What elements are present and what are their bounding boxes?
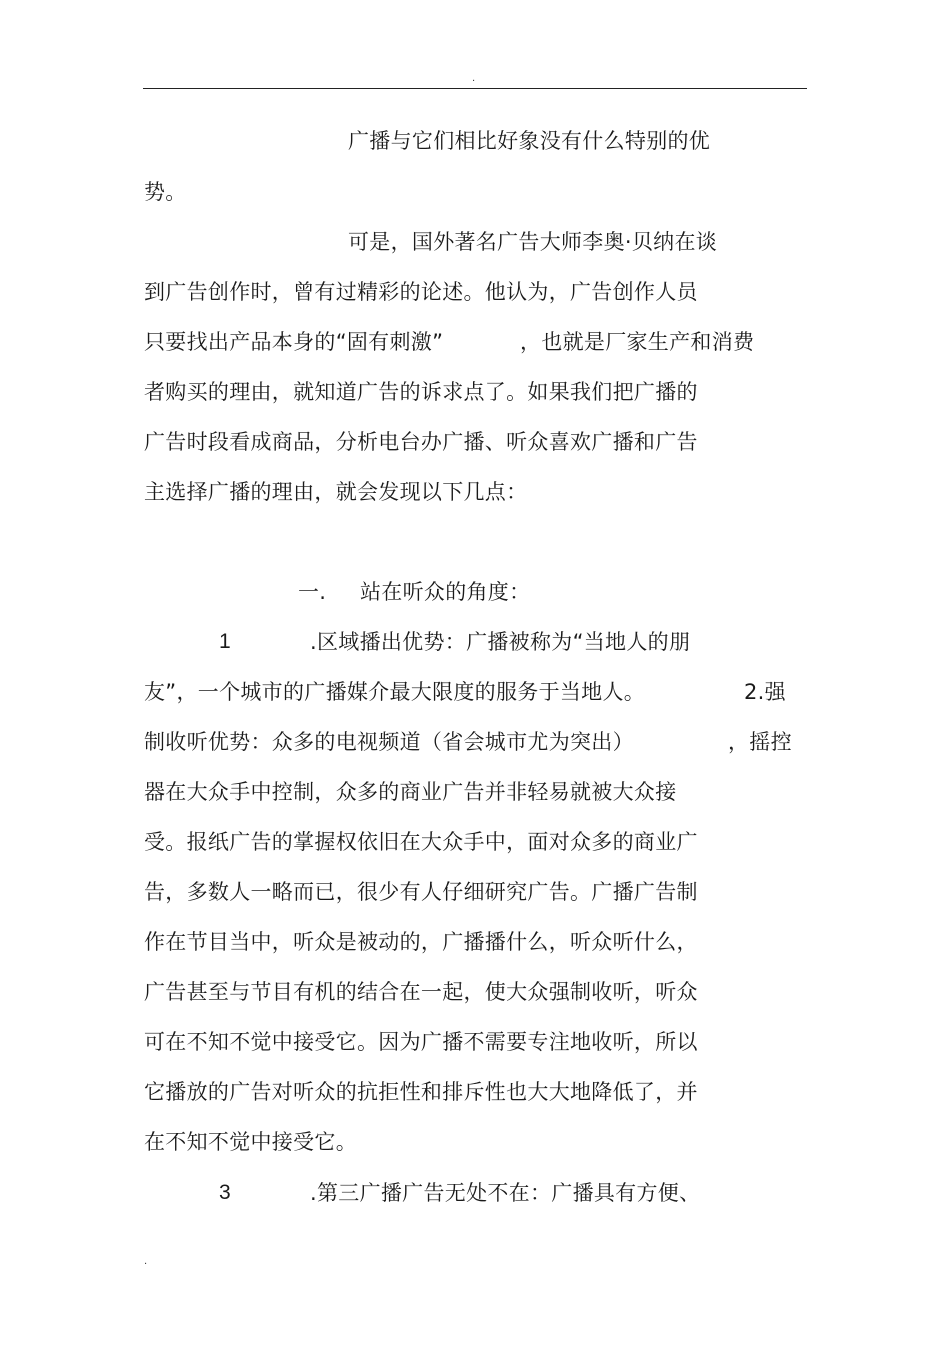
paragraph-line: 广告时段看成商品，分析电台办广播、听众喜欢广播和广告 [144, 430, 698, 454]
paragraph-line: 广告甚至与节目有机的结合在一起，使大众强制收听，听众 [144, 980, 698, 1004]
paragraph-line: 广播与它们相比好象没有什么特别的优 [348, 129, 711, 153]
footer-mark: . [144, 1256, 148, 1267]
paragraph-line: 到广告创作时，曾有过精彩的论述。他认为，广告创作人员 [144, 280, 698, 304]
paragraph-line: 告，多数人一略而已，很少有人仔细研究广告。广播广告制 [144, 880, 698, 904]
paragraph-line: .区域播出优势：广播被称为“当地人的朋 [310, 630, 691, 654]
paragraph-line: 在不知不觉中接受它。 [144, 1130, 357, 1154]
paragraph-line: 可是，国外著名广告大师李奥·贝纳在谈 [348, 230, 718, 254]
paragraph-line: 主选择广播的理由，就会发现以下几点： [144, 480, 528, 504]
item-number: 3 [219, 1181, 231, 1204]
header-mark: . [472, 73, 476, 84]
paragraph-line: 制收听优势：众多的电视频道（省会城市尤为突出） [144, 730, 634, 754]
paragraph-line: 势。 [144, 180, 187, 204]
paragraph-line: 者购买的理由，就知道广告的诉求点了。如果我们把广播的 [144, 380, 698, 404]
section-number: 一. [298, 580, 327, 604]
header-rule [143, 88, 807, 89]
paragraph-line: .第三广播广告无处不在：广播具有方便、 [310, 1181, 701, 1205]
paragraph-line: 只要找出产品本身的“固有刺激” [144, 330, 444, 354]
paragraph-line: 友”，一个城市的广播媒介最大限度的服务于当地人。 [144, 680, 646, 704]
paragraph-line: 可在不知不觉中接受它。因为广播不需要专注地收听，所以 [144, 1030, 698, 1054]
section-heading: 站在听众的角度： [360, 580, 531, 604]
paragraph-line: 它播放的广告对听众的抗拒性和排斥性也大大地降低了，并 [144, 1080, 698, 1104]
item-number: 1 [219, 630, 231, 653]
paragraph-line: 作在节目当中，听众是被动的，广播播什么，听众听什么， [144, 930, 698, 954]
paragraph-line: 2.强 [744, 680, 786, 704]
paragraph-line: ，也就是厂家生产和消费 [520, 330, 755, 354]
paragraph-line: 受。报纸广告的掌握权依旧在大众手中，面对众多的商业广 [144, 830, 698, 854]
paragraph-line: 器在大众手中控制，众多的商业广告并非轻易就被大众接 [144, 780, 677, 804]
paragraph-line: ，摇控 [728, 730, 792, 754]
